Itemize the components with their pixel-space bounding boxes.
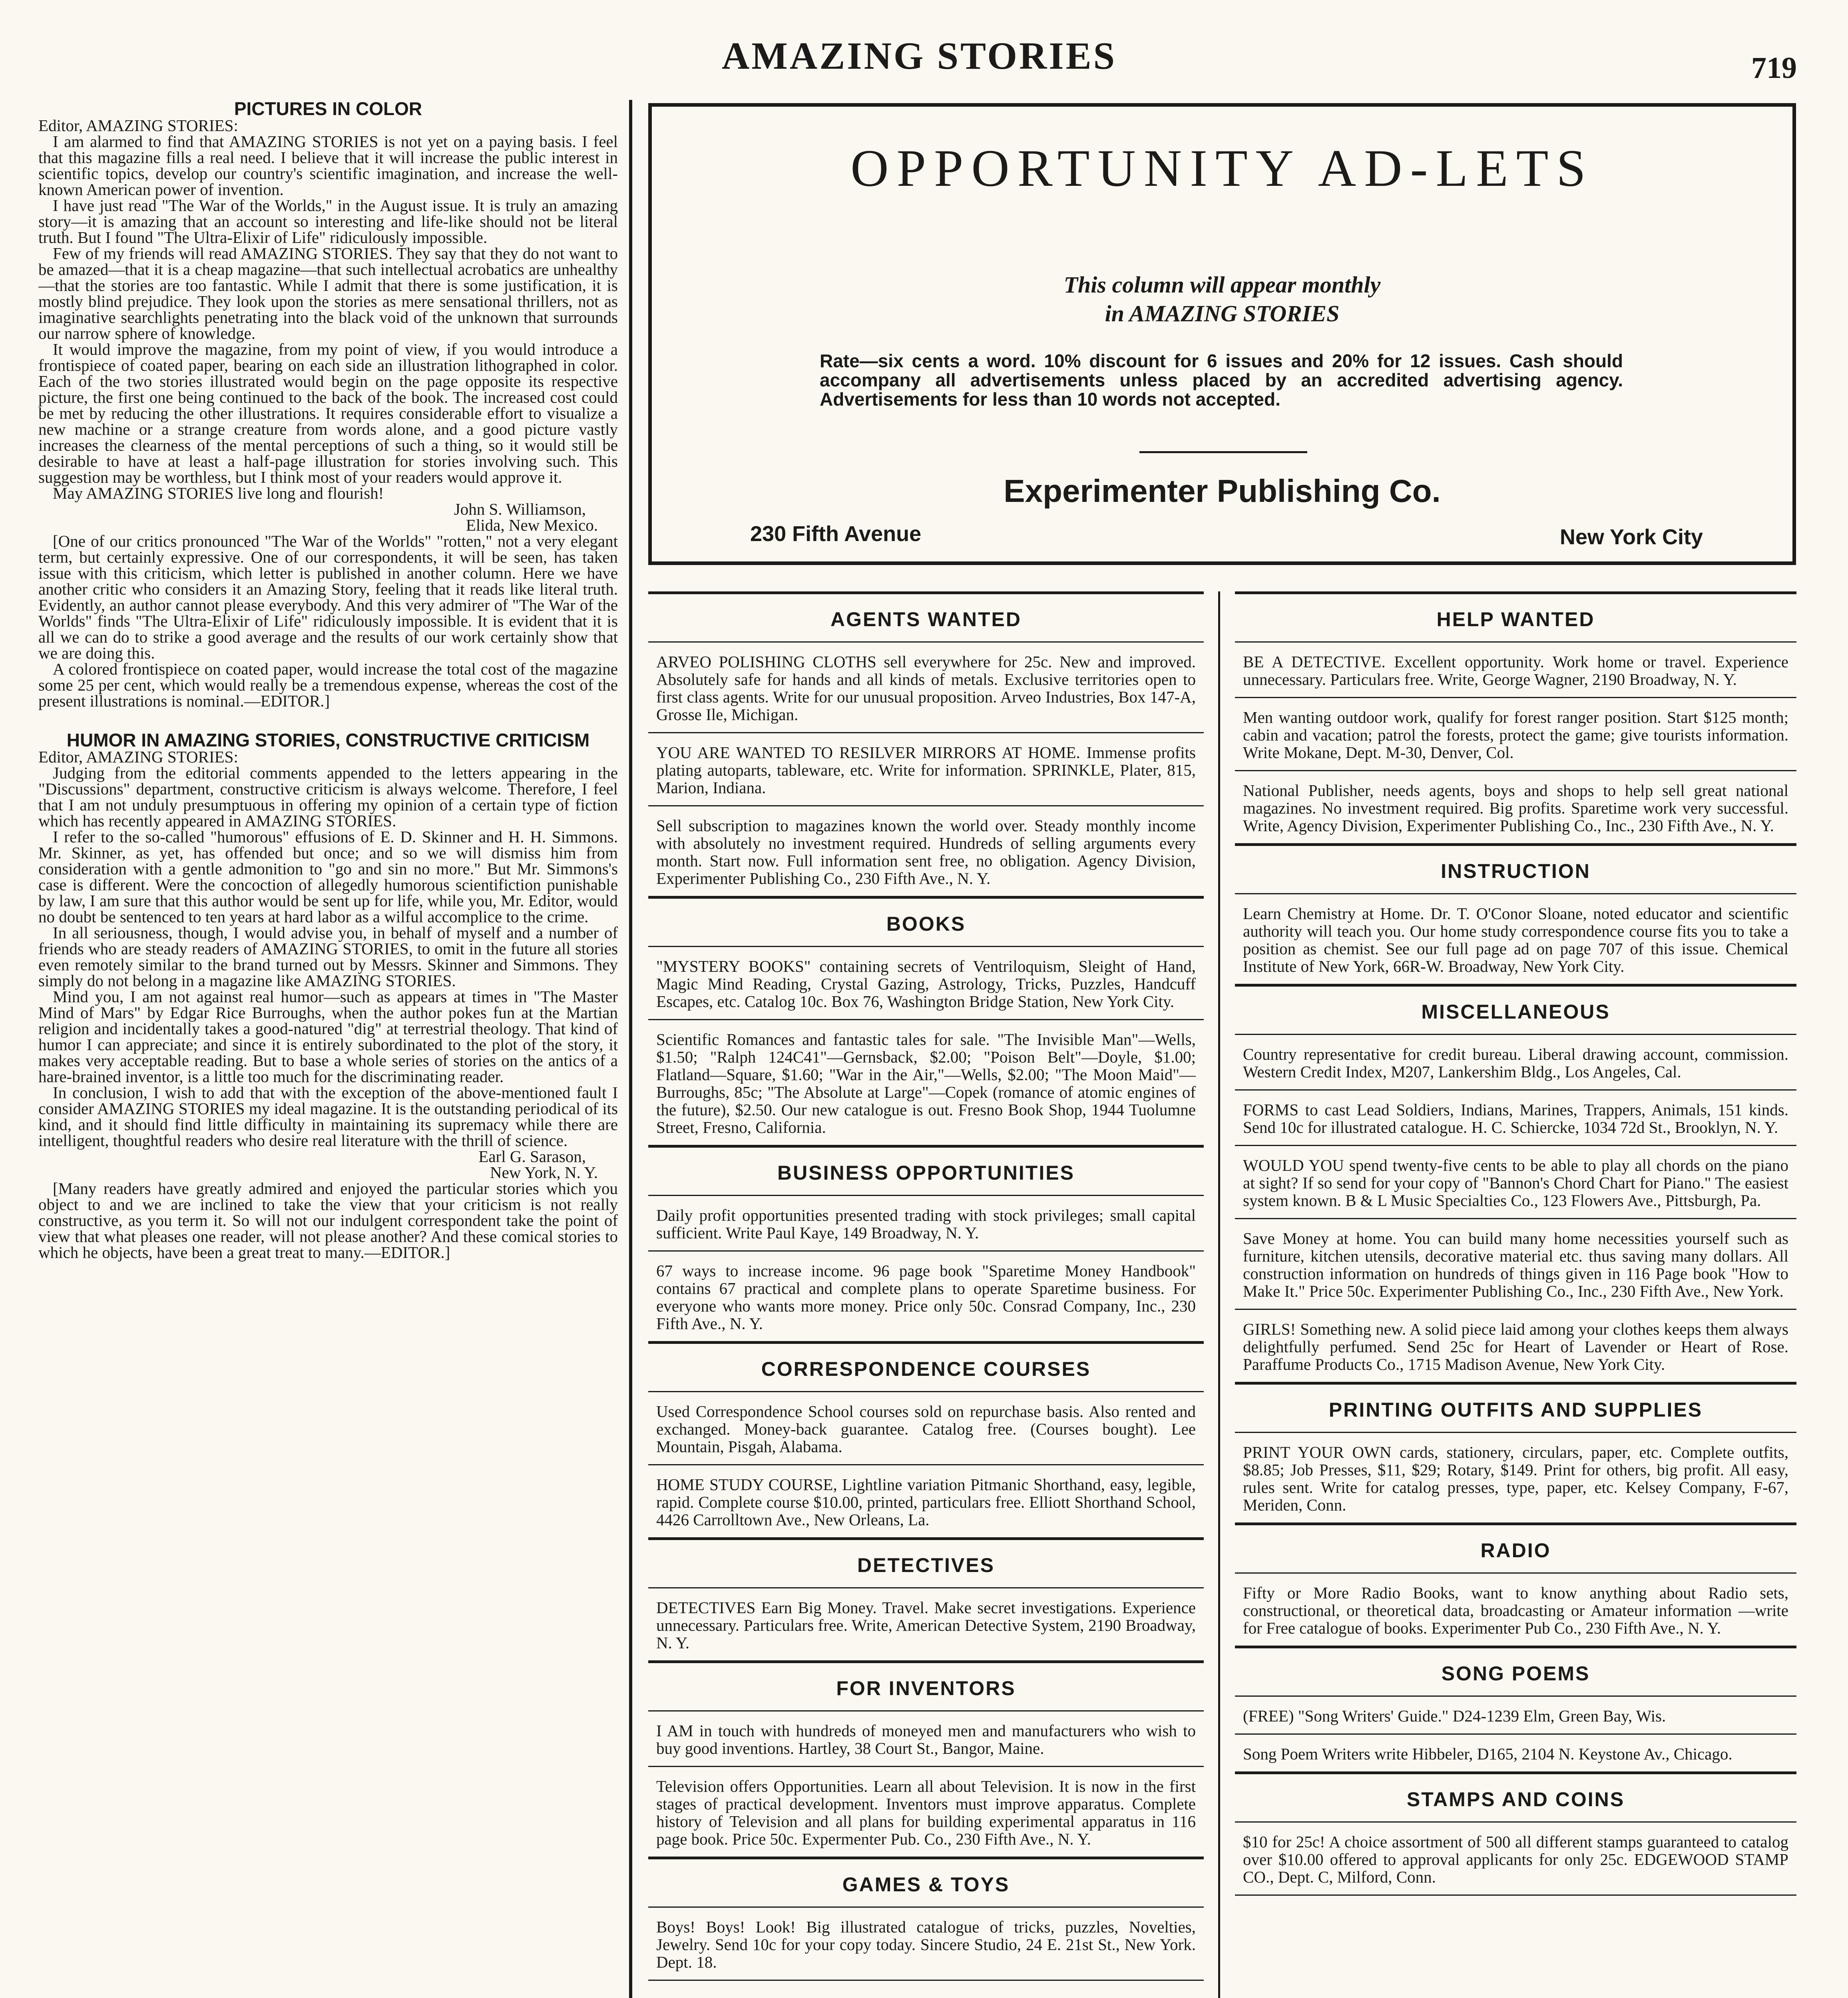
ad-category-heading: RADIO bbox=[1235, 1522, 1796, 1572]
classified-ad: Used Correspondence School courses sold on repurchase basis. Also rented and exchanged. Money-back guarantee. Catalog free. (Courses bought). Lee Mountain, Pisgah, Alabama. bbox=[648, 1391, 1204, 1464]
classified-ad: Sell subscription to magazines known the world over. Steady monthly income with absolutely no investment required. Hundreds of selling arguments every month. Start now. Full information sent free, no obligation. Agency Division, Experimenter Publishing Co., 230 Fifth Ave., N. Y. bbox=[648, 805, 1204, 896]
adlets-header-box bbox=[648, 103, 1796, 565]
classified-ad: Country representative for credit bureau. Liberal drawing account, commission. Western Credit Index, M207, Lankershim Bldg., Los Angeles, Cal. bbox=[1235, 1034, 1796, 1089]
ad-category-heading: HELP WANTED bbox=[1235, 591, 1796, 641]
classified-ad: DETECTIVES Earn Big Money. Travel. Make secret investigations. Experience unnecessary. Particulars free. Write, American Detective System, 2190 Broadway, N. Y. bbox=[648, 1587, 1204, 1660]
adlets-subtitle bbox=[652, 271, 1792, 328]
ad-category-heading: BUSINESS OPPORTUNITIES bbox=[648, 1145, 1204, 1195]
classified-ad: 67 ways to increase income. 96 page book "Sparetime Money Handbook" contains 67 practical and complete plans to operate Sparetime business. For everyone who wants more money. Price only 50c. Consrad Company, Inc., 230 Fifth Ave., N. Y. bbox=[648, 1250, 1204, 1341]
ad-category-heading: DETECTIVES bbox=[648, 1537, 1204, 1587]
adlets-subtitle-line-2: in AMAZING STORIES bbox=[1105, 300, 1340, 326]
letter-location: Elida, New Mexico. bbox=[466, 516, 598, 534]
classified-ad: Learn Chemistry at Home. Dr. T. O'Conor Sloane, noted educator and scientific authority will teach you. Our home study correspondence course fits you to take a position as chemist. See our full page ad on page 707 of this issue. Chemical Institute of New York, 66R-W. Broadway, New York City. bbox=[1235, 893, 1796, 984]
letter-paragraph: Mind you, I am not against real humor—such as appears at times in "The Master Mind of Mars" by Edgar Rice Burroughs, when the author pokes fun at the Martian religion and incidentally takes a good-natured "dig" at terrestrial theology. That kind of humor I can appreciate; and since it is entirely subordinated to the plot of the story, it makes very acceptable reading. But to base a whole series of stories on the antics of a hare-brained inventor, is a little too much for the discriminating reader. bbox=[38, 987, 618, 1086]
letter-paragraph: A colored frontispiece on coated paper, would increase the total cost of the magazine some 25 per cent, which would really be a tremendous expense, whereas the cost of the present illustrations is nominal.—EDITOR.] bbox=[38, 660, 618, 710]
classified-ad: Men wanting outdoor work, qualify for forest ranger position. Start $125 month; cabin and vacation; patrol the forests, protect the game; give tourists information. Write Mokane, Dept. M-30, Denver, Col. bbox=[1235, 697, 1796, 770]
page-number: 719 bbox=[1751, 51, 1797, 85]
classified-ad: Save Money at home. You can build many home necessities yourself such as furniture, kitchen utensils, decorative material etc. thus saving many dollars. All construction information on hundreds of things given in 116 Page book "How to Make It." Price 50c. Experimenter Publishing Co., Inc., 230 Fifth Ave., New York. bbox=[1235, 1218, 1796, 1309]
classified-ad: FORMS to cast Lead Soldiers, Indians, Marines, Trappers, Animals, 151 kinds. Send 10c for illustrated catalogue. H. C. Schiercke, 1034 72d St., Brooklyn, N. Y. bbox=[1235, 1089, 1796, 1145]
letter-paragraph: I have just read "The War of the Worlds," in the August issue. It is truly an amazing story—it is amazing that an account so interesting and life-like should not be literal truth. But I found "The Ultra-Elixir of Life" ridiculously impossible. bbox=[38, 196, 618, 247]
publisher-name: Experimenter Publishing Co. bbox=[1004, 473, 1441, 509]
ad-category-heading: MISCELLANEOUS bbox=[1235, 984, 1796, 1034]
classified-column-right bbox=[1235, 591, 1796, 1998]
classified-ad: Daily profit opportunities presented trading with stock privileges; small capital sufficient. Write Paul Kaye, 149 Broadway, N. Y. bbox=[648, 1195, 1204, 1250]
ad-category-heading: CORRESPONDENCE COURSES bbox=[648, 1341, 1204, 1391]
ad-category-heading: PRINTING OUTFITS AND SUPPLIES bbox=[1235, 1382, 1796, 1432]
letter-heading: HUMOR IN AMAZING STORIES, CONSTRUCTIVE CRITICISM bbox=[66, 730, 590, 750]
classified-ad: Television offers Opportunities. Learn all about Television. It is now in the first stages of practical development. Inventors must improve apparatus. Complete history of Television and all plans for building experimental apparatus in 116 page book. Price 50c. Expermenter Pub. Co., 230 Fifth Ave., N. Y. bbox=[648, 1766, 1204, 1857]
classified-column-divider bbox=[1218, 591, 1220, 1998]
classified-ad: $10 for 25c! A choice assortment of 500 all different stamps guaranteed to catalog over $10.00 offered to approval applicants for only 25c. EDGEWOOD STAMP CO., Dept. C, Milford, Conn. bbox=[1235, 1821, 1796, 1896]
classified-ad: BE A DETECTIVE. Excellent opportunity. Work home or travel. Experience unnecessary. Particulars free. Write, George Wagner, 2190 Broadway, N. Y. bbox=[1235, 641, 1796, 697]
classified-ad: National Publisher, needs agents, boys and shops to help sell great national magazines. No investment required. Big profits. Sparetime work very successful. Write, Agency Division, Experimenter Publishing Co., Inc., 230 Fifth Ave., N. Y. bbox=[1235, 770, 1796, 843]
ad-category-heading: AGENTS WANTED bbox=[648, 591, 1204, 641]
letter-paragraph: It would improve the magazine, from my point of view, if you would introduce a frontispiece of coated paper, bearing on each side an illustration lithographed in color. Each of the two stories illustrated would begin on the page opposite its respective picture, the first one being continued to the back of the book. The increased cost could be met by reducing the other illustrations. It requires considerable effort to visualize a new machine or a strange creature from words alone, and a good picture vastly increases the clearness of the mental perceptions of such a thing, so it would still be desirable to have at least a half-page illustration for stories involving such. This suggestion may be worthless, but I think most of your readers would approve it. bbox=[38, 340, 618, 486]
publisher-city: New York City bbox=[1559, 525, 1703, 549]
letter-paragraph: I refer to the so-called "humorous" effusions of E. D. Skinner and H. H. Simmons. Mr. Skinner, as yet, has offended but once; and so we will dismiss him from consideration with a gentle admonition to "go and sin no more." But Mr. Simmons's case is different. Were the concoction of allegedly humorous scientifiction punishable by law, I am sure that this author would be sent up for life, while you, Mr. Editor, would no doubt be sentenced to ten years at hard labor as a wilful accomplice to the crime. bbox=[38, 828, 618, 926]
adlets-short-rule bbox=[1139, 451, 1307, 453]
letter-location: New York, N. Y. bbox=[490, 1163, 598, 1182]
classified-ad: I AM in touch with hundreds of moneyed men and manufacturers who wish to buy good inventions. Hartley, 38 Court St., Bangor, Maine. bbox=[648, 1710, 1204, 1766]
classified-ad: GIRLS! Something new. A solid piece laid among your clothes keeps them always delightfully perfumed. Send 25c for Heart of Lavender or Heart of Rose. Paraffume Products Co., 1715 Madison Avenue, New York City. bbox=[1235, 1309, 1796, 1382]
classified-ad: ARVEO POLISHING CLOTHS sell everywhere for 25c. New and improved. Absolutely safe for hands and all kinds of metals. Exclusive territories open to first class agents. Write for our unusual proposition. Arveo Industries, Box 147-A, Grosse Ile, Michigan. bbox=[648, 641, 1204, 732]
adlets-title: OPPORTUNITY AD-LETS bbox=[850, 139, 1594, 197]
publisher-address: 230 Fifth Avenue bbox=[750, 522, 922, 546]
classified-ad: WOULD YOU spend twenty-five cents to be able to play all chords on the piano at sight? If so send for your copy of "Bannon's Chord Chart for Piano." The easiest system known. B & L Music Specialties Co., 123 Flowers Ave., Pittsburgh, Pa. bbox=[1235, 1145, 1796, 1218]
letter-salutation: Editor, AMAZING STORIES: bbox=[38, 116, 238, 135]
classified-ad: Scientific Romances and fantastic tales for sale. "The Invisible Man"—Wells, $1.50; "Ralph 124C41"—Gernsback, $2.00; "Poison Belt"—Doyle, $1.00; Flatland—Square, $1.60; "War in the Air,"—Wells, $2.00; "The Moon Maid"—Burroughs, 85c; "The Absolute at Large"—Copek (romance of atomic engines of the future), $2.50. Our new catalogue is out. Fresno Book Shop, 1944 Tuolumne Street, Fresno, California. bbox=[648, 1019, 1204, 1145]
letter-salutation: Editor, AMAZING STORIES: bbox=[38, 748, 238, 766]
adlets-subtitle-line-1: This column will appear monthly bbox=[1063, 272, 1381, 298]
discussions-column bbox=[38, 100, 618, 1998]
letter-heading: PICTURES IN COLOR bbox=[234, 100, 422, 119]
classified-column-left bbox=[648, 591, 1204, 1998]
letter-paragraph: In all seriousness, though, I would advise you, in behalf of myself and a number of friends who are steady readers of AMAZING STORIES, to omit in the future all stories even remotely similar to the brand turned out by Messrs. Skinner and Simmons. They simply do not belong in a magazine like AMAZING STORIES. bbox=[38, 923, 618, 990]
classified-ad: "MYSTERY BOOKS" containing secrets of Ventriloquism, Sleight of Hand, Magic Mind Reading, Crystal Gazing, Astrology, Tricks, Puzzles, Handcuff Escapes, etc. Catalog 10c. Box 76, Washington Bridge Station, New York City. bbox=[648, 946, 1204, 1019]
letter-paragraph: [One of our critics pronounced "The War of the Worlds" "rotten," not a very elegant term, but certainly expressive. One of our correspondents, it will be seen, has taken issue with this criticism, which letter is published in another column. Here we have another critic who considers it an Amazing Story, feeling that it reads like literal truth. Evidently, an author cannot please everybody. And this very admirer of "The War of the Worlds" finds "The Ultra-Elixir of Life" ridiculously impossible. It is evident that it is all we can do to strike a good average and the results of our work certainly show that we are doing this. bbox=[38, 532, 618, 662]
ad-category-heading: FOR INVENTORS bbox=[648, 1660, 1204, 1710]
letter-paragraph: May AMAZING STORIES live long and flourish! bbox=[53, 484, 384, 502]
classified-ad: PRINT YOUR OWN cards, stationery, circulars, paper, etc. Complete outfits, $8.85; Job Presses, $11, $29; Rotary, $149. Print for others, big profit. All easy, rules sent. Write for catalog presses, type, paper, etc. Kelsey Company, F-67, Meriden, Conn. bbox=[1235, 1432, 1796, 1522]
ad-category-heading: BOOKS bbox=[648, 896, 1204, 946]
letter-paragraph: Judging from the editorial comments appended to the letters appearing in the "Discussions" department, constructive criticism is always welcome. Therefore, I feel that I am not unduly presumptuous in offering my opinion of a certain type of fiction which has recently appeared in AMAZING STORIES. bbox=[38, 764, 618, 830]
letter-signature: John S. Williamson, bbox=[454, 500, 586, 518]
letter-paragraph: [Many readers have greatly admired and enjoyed the particular stories which you object to and we are inclined to take the view that your criticism is not really constructive, as you term it. So will not our indulgent correspondent take the point of view that what pleases one reader, will not please another? And these comical stories to which he objects, have been a great treat to many.—EDITOR.] bbox=[38, 1179, 618, 1262]
classified-ad: YOU ARE WANTED TO RESILVER MIRRORS AT HOME. Immense profits plating autoparts, tableware, etc. Write for information. SPRINKLE, Plater, 815, Marion, Indiana. bbox=[648, 732, 1204, 805]
letter-paragraph: I am alarmed to find that AMAZING STORIES is not yet on a paying basis. I feel that this magazine fills a real need. I believe that it will increase the public interest in scientific topics, develop our country's scientific imagination, and increase the well-known American power of invention. bbox=[38, 132, 618, 199]
letter-paragraph: Few of my friends will read AMAZING STORIES. They say that they do not want to be amazed—that it is a cheap magazine—that such intellectual acrobatics are unhealthy—that the stories are too fantastic. While I admit that there is some justification, it is mostly blind prejudice. They look upon the stories as mere sensational thrillers, not as imaginative searchlights penetrating into the black void of the unknown that surrounds our narrow sphere of knowledge. bbox=[38, 244, 618, 342]
classified-ad: Boys! Boys! Look! Big illustrated catalogue of tricks, puzzles, Novelties, Jewelry. Send 10c for your copy today. Sincere Studio, 24 E. 21st St., New York. Dept. 18. bbox=[648, 1906, 1204, 1981]
adlets-rate-text: Rate—six cents a word. 10% discount for 6 issues and 20% for 12 issues. Cash should accompany all advertisements unless placed by an accredited advertising agency. Advertisements for less than 10 words not accepted. bbox=[820, 350, 1623, 410]
letter-signature: Earl G. Sarason, bbox=[478, 1147, 586, 1166]
classified-ad: Song Poem Writers write Hibbeler, D165, 2104 N. Keystone Av., Chicago. bbox=[1235, 1733, 1796, 1771]
column-divider bbox=[629, 100, 632, 1998]
running-head: AMAZING STORIES bbox=[721, 34, 1117, 77]
classified-ad: HOME STUDY COURSE, Lightline variation Pitmanic Shorthand, easy, legible, rapid. Complete course $10.00, printed, particulars free. Elliott Shorthand School, 4426 Carrolltown Ave., New Orleans, La. bbox=[648, 1464, 1204, 1537]
ad-category-heading: STAMPS AND COINS bbox=[1235, 1771, 1796, 1821]
ad-category-heading: INSTRUCTION bbox=[1235, 843, 1796, 893]
letter-paragraph: In conclusion, I wish to add that with the exception of the above-mentioned fault I consider AMAZING STORIES my ideal magazine. It is the outstanding periodical of its kind, and it should find little difficulty in maintaining its supremacy while there are intelligent, thoughtful readers who desire real literature with the thrill of science. bbox=[38, 1083, 618, 1150]
classified-ad: Fifty or More Radio Books, want to know anything about Radio sets, constructional, or theoretical data, broadcasting or Amateur information —write for Free catalogue of books. Experimenter Pub Co., 230 Fifth Ave., N. Y. bbox=[1235, 1572, 1796, 1646]
classified-ad: (FREE) "Song Writers' Guide." D24-1239 Elm, Green Bay, Wis. bbox=[1235, 1696, 1796, 1733]
ad-category-heading: SONG POEMS bbox=[1235, 1646, 1796, 1696]
ad-category-heading: GAMES & TOYS bbox=[648, 1857, 1204, 1906]
